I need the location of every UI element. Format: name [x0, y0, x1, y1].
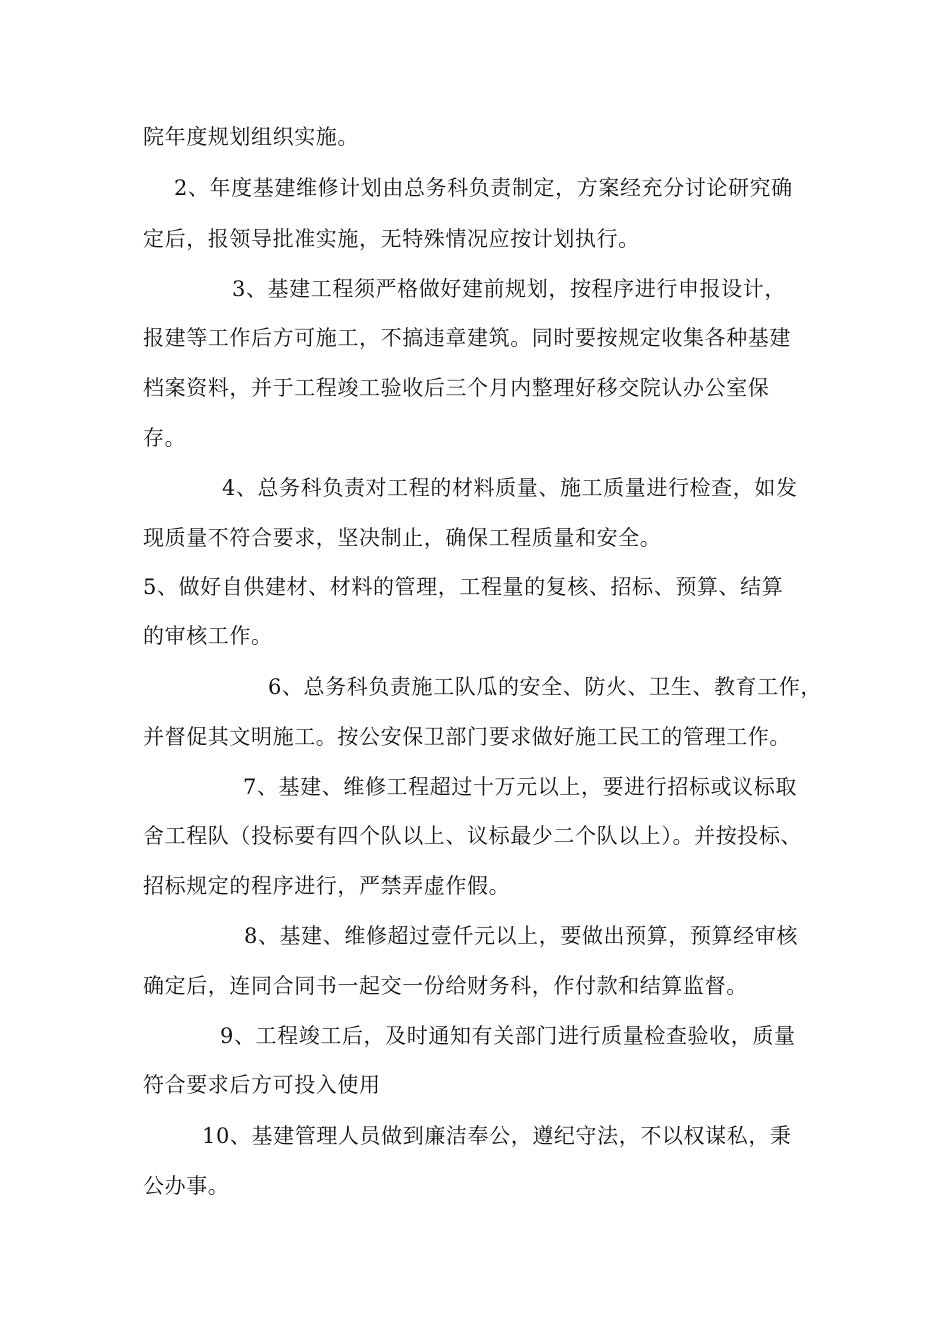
- text-line: 5、做好自供建材、材料的管理，工程量的复核、招标、预算、结算: [143, 575, 784, 599]
- text-line: 10、基建管理人员做到廉洁奉公，遵纪守法，不以权谋私，秉: [202, 1124, 792, 1148]
- text-line: 8、基建、维修超过壹仟元以上，要做出预算，预算经审核: [244, 924, 798, 948]
- text-line: 2、年度基建维修计划由总务科负责制定，方案经充分讨论研究确: [174, 176, 793, 200]
- text-line: 7、基建、维修工程超过十万元以上，要进行招标或议标取: [243, 775, 797, 799]
- text-line: 并督促其文明施工。按公安保卫部门要求做好施工民工的管理工作。: [143, 725, 791, 749]
- text-line: 公办事。: [143, 1174, 230, 1198]
- text-line: 报建等工作后方可施工，不搞违章建筑。同时要按规定收集各种基建: [143, 326, 791, 350]
- text-line: 6、总务科负责施工队瓜的安全、防火、卫生、教育工作，: [268, 675, 822, 699]
- text-line: 定后，报领导批准实施，无特殊情况应按计划执行。: [143, 227, 640, 251]
- text-line: 档案资料，并于工程竣工验收后三个月内整理好移交院认办公室保: [143, 376, 770, 400]
- text-line: 符合要求后方可投入使用: [143, 1073, 381, 1097]
- text-line: 现质量不符合要求，坚决制止，确保工程质量和安全。: [143, 526, 662, 550]
- text-line: 3、基建工程须严格做好建前规划，按程序进行申报设计，: [232, 277, 786, 301]
- text-line: 招标规定的程序进行，严禁弄虚作假。: [143, 874, 511, 898]
- text-line: 确定后，连同合同书一起交一份给财务科，作付款和结算监督。: [143, 974, 748, 998]
- text-line: 4、总务科负责对工程的材料质量、施工质量进行检查，如发: [222, 476, 798, 500]
- text-line: 存。: [143, 426, 187, 450]
- text-line: 9、工程竣工后，及时通知有关部门进行质量检查验收，质量: [220, 1024, 796, 1048]
- text-line: 的审核工作。: [143, 624, 273, 648]
- text-line: 院年度规划组织实施。: [143, 125, 359, 149]
- text-line: 舍工程队（投标要有四个队以上、议标最少二个队以上）。并按投标、: [143, 824, 803, 848]
